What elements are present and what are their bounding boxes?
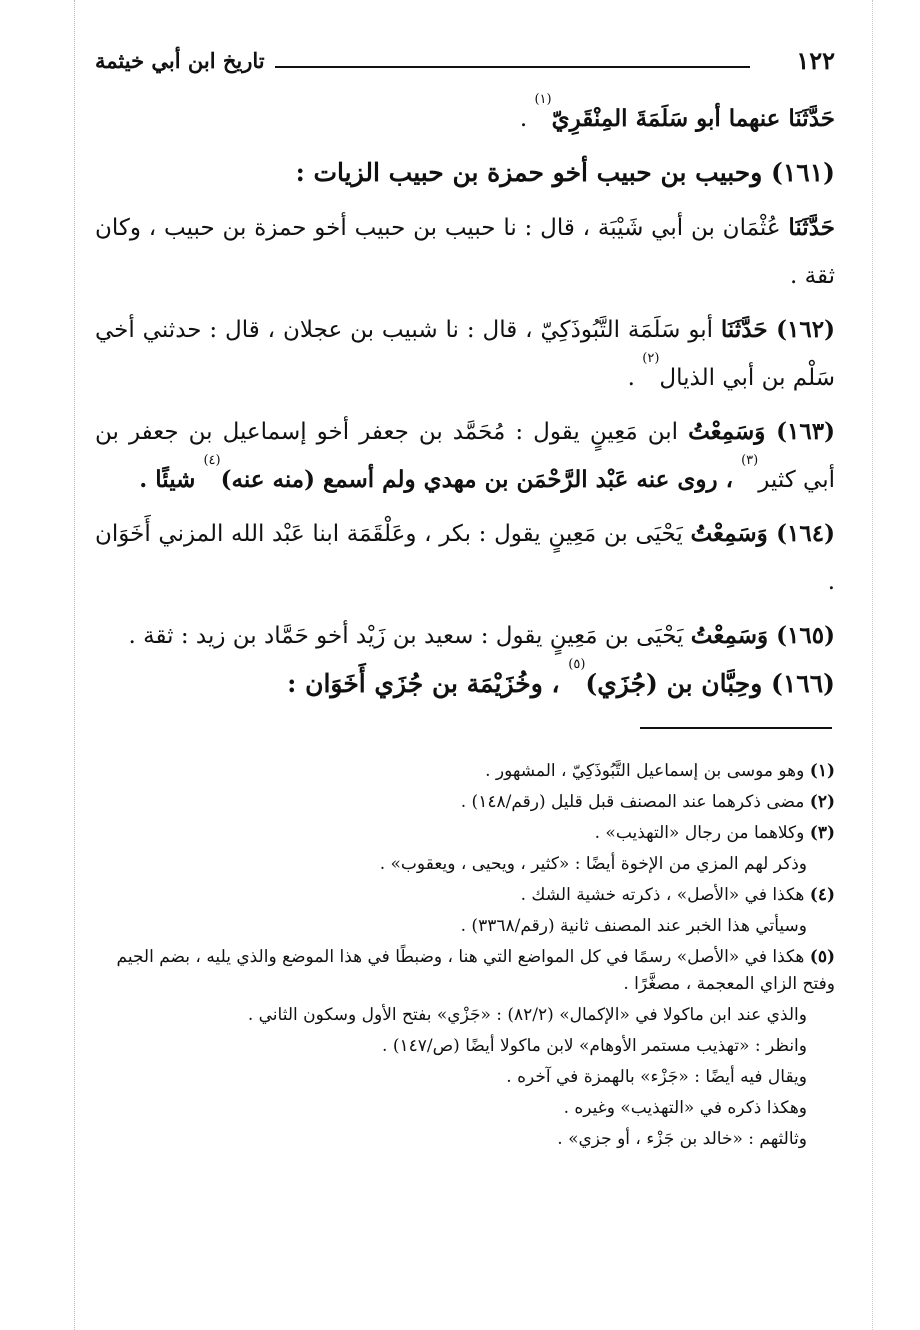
footnote-mark-3[interactable]: (٣) bbox=[741, 453, 759, 468]
footnote-5: (٥) هكذا في «الأصل» رسمًا في كل المواضع التي هنا ، وضبطًا في هذا الموضع والذي يليه ، بضم الجيم وفتح الزاي المعجمة ، مصغَّرًا . bbox=[116, 947, 835, 994]
footnote-5-continued-2: وانظر : «تهذيب مستمر الأوهام» لابن ماكولا أيضًا (ص/١٤٧) . bbox=[382, 1036, 807, 1056]
scan-edge-dots-left bbox=[74, 0, 75, 1330]
footnote-mark-5[interactable]: (٥) bbox=[568, 657, 586, 672]
footnote-5-continued-3: ويقال فيه أيضًا : «جَزْء» بالهمزة في آخره . bbox=[506, 1067, 807, 1087]
header-rule bbox=[275, 66, 750, 68]
footnote-mark-1[interactable]: (١) bbox=[534, 92, 552, 107]
entry-161-text: حَدَّثَنَا عُثْمَان بن أبي شَيْبَة ، قال : نا حبيب بن حبيب أخو حمزة بن حبيب ، وكان ثقة . bbox=[95, 214, 835, 289]
footnote-4-continued: وسيأتي هذا الخبر عند المصنف ثانية (رقم/٣٣٦٨) . bbox=[460, 916, 807, 936]
running-title: تاريخ ابن أبي خيثمة bbox=[95, 48, 265, 73]
entry-162: (١٦٢) حَدَّثَنَا أبو سَلَمَة التَّبُوذَكِيّ ، قال : نا شبيب بن عجلان ، قال : حدثني أخي سَلْم بن أبي الذيال$^{(٢)}$ . bbox=[95, 316, 835, 391]
footnote-4: (٤) هكذا في «الأصل» ، ذكرته خشية الشك . bbox=[520, 885, 835, 905]
footnote-mark-2[interactable]: (٢) bbox=[642, 351, 660, 366]
entry-163: (١٦٣) وَسَمِعْتُ ابن مَعِينٍ يقول : مُحَمَّد بن جعفر أخو إسماعيل بن جعفر بن أبي كثير$^{(٣)}$ ، روى عنه عَبْد الرَّحْمَن بن مهدي ولم أسمع (منه عنه)$^{(٤)}$ شيئًا . bbox=[95, 418, 835, 493]
footnotes bbox=[95, 758, 835, 1157]
scan-edge-dots-right bbox=[872, 0, 873, 1330]
main-text bbox=[95, 92, 835, 715]
footnote-mark-4[interactable]: (٤) bbox=[203, 453, 221, 468]
entry-165: (١٦٥) وَسَمِعْتُ يَحْيَى بن مَعِينٍ يقول : سعيد بن زَيْد أخو حَمَّاد بن زيد : ثقة . bbox=[128, 622, 835, 649]
footnote-3-continued: وذكر لهم المزي من الإخوة أيضًا : «كثير ، ويحيى ، ويعقوب» . bbox=[379, 854, 807, 874]
footnote-3: (٣) وكلاهما من رجال «التهذيب» . bbox=[594, 823, 835, 843]
footnote-separator bbox=[640, 727, 832, 729]
footnote-2: (٢) مضى ذكرهما عند المصنف قبل قليل (رقم/١٤٨) . bbox=[460, 792, 835, 812]
footnote-5-continued-5: وثالثهم : «خالد بن جَزْء ، أو جزي» . bbox=[557, 1129, 807, 1149]
paragraph-0: حَدَّثَنَا عنهما أبو سَلَمَةَ المِنْقَرِيّ$^{(١)}$ . bbox=[519, 92, 835, 132]
entry-166: (١٦٦) وحِبَّان بن (جُزَي)$^{(٥)}$ ، وخُزَيْمَة بن جُزَي أَخَوَان : bbox=[287, 657, 835, 698]
page-header bbox=[95, 40, 835, 80]
page-number: ١٢٢ bbox=[796, 46, 835, 75]
footnote-5-continued-4: وهكذا ذكره في «التهذيب» وغيره . bbox=[563, 1098, 807, 1118]
footnote-5-continued-1: والذي عند ابن ماكولا في «الإكمال» (٨٢/٢) : «جَزْي» بفتح الأول وسكون الثاني . bbox=[247, 1005, 807, 1025]
footnote-1: (١) وهو موسى بن إسماعيل التَّبُوذَكِيّ ، المشهور . bbox=[485, 761, 835, 781]
entry-164: (١٦٤) وَسَمِعْتُ يَحْيَى بن مَعِينٍ يقول : بكر ، وعَلْقَمَة ابنا عَبْد الله المزني أَخَوَان . bbox=[95, 520, 835, 595]
entry-161-title: (١٦١) وحبيب بن حبيب أخو حمزة بن حبيب الزيات : bbox=[295, 158, 835, 187]
